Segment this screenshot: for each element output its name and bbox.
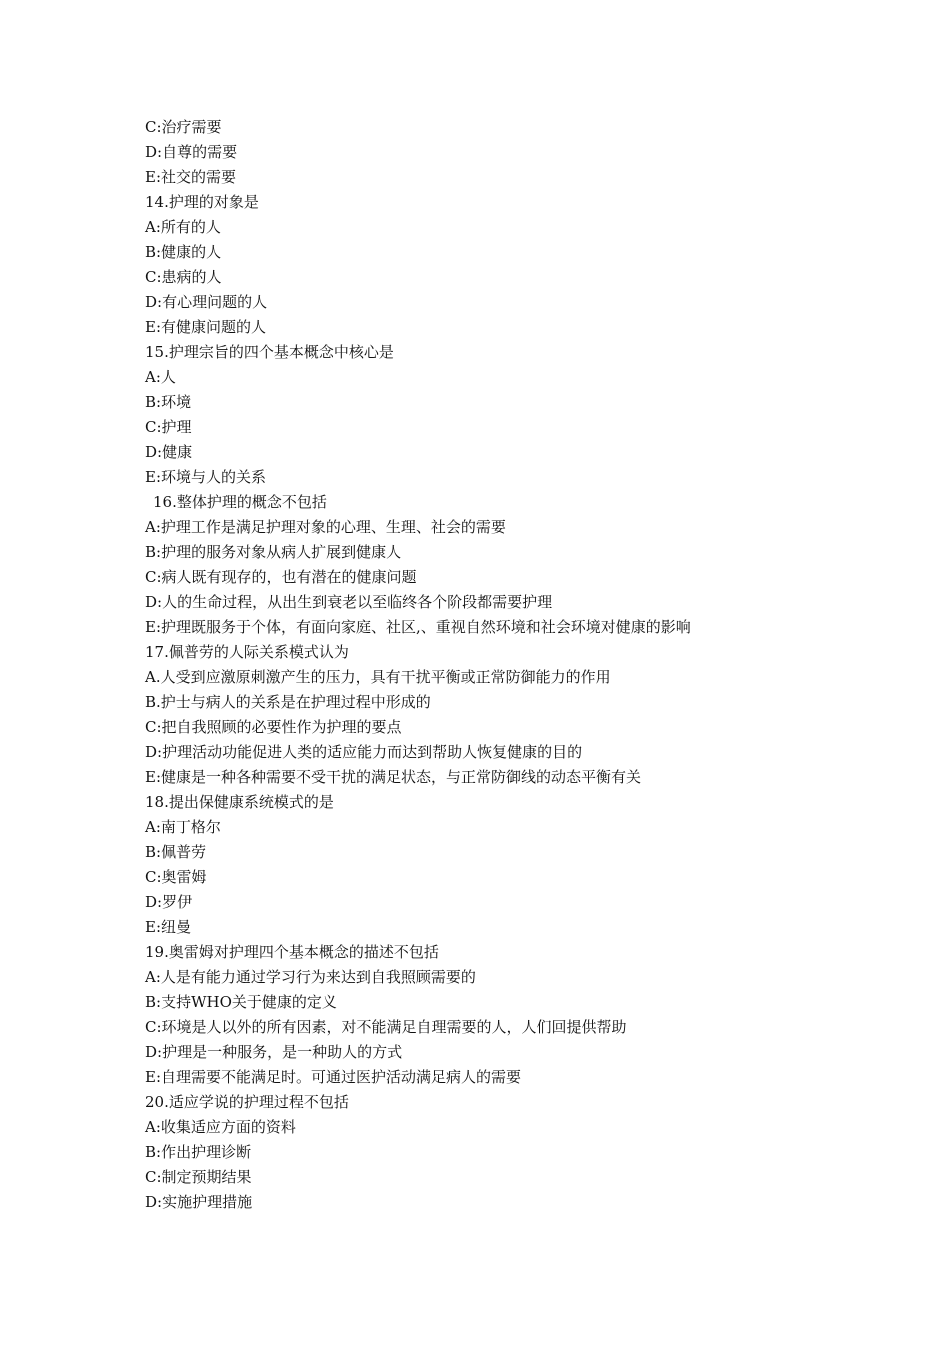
option-line: A:南丁格尔 (145, 818, 221, 836)
option-line: D:自尊的需要 (145, 143, 238, 161)
option-line: A:人是有能力通过学习行为来达到自我照顾需要的 (145, 968, 476, 986)
option-line: E:健康是一种各种需要不受干扰的满足状态，与正常防御线的动态平衡有关 (145, 768, 642, 786)
option-line: B.护士与病人的关系是在护理过程中形成的 (145, 693, 431, 711)
option-line: A:收集适应方面的资料 (145, 1118, 296, 1136)
option-line: A.人受到应激原刺激产生的压力，具有干扰平衡或正常防御能力的作用 (145, 668, 611, 686)
option-line: C:治疗需要 (145, 118, 222, 136)
option-line: B:环境 (145, 393, 192, 411)
option-line: A:护理工作是满足护理对象的心理、生理、社会的需要 (145, 518, 506, 536)
option-line: B:支持WHO关于健康的定义 (145, 993, 337, 1011)
option-line: E:社交的需要 (145, 168, 237, 186)
option-line: D:护理是一种服务，是一种助人的方式 (145, 1043, 403, 1061)
option-line: C:制定预期结果 (145, 1168, 252, 1186)
question-line: 16.整体护理的概念不包括 (153, 493, 327, 511)
option-line: C:环境是人以外的所有因素，对不能满足自理需要的人，人们回提供帮助 (145, 1018, 627, 1036)
question-line: 17.佩普劳的人际关系模式认为 (145, 643, 349, 661)
option-line: E:自理需要不能满足时。可通过医护活动满足病人的需要 (145, 1068, 522, 1086)
option-line: C:奥雷姆 (145, 868, 207, 886)
option-line: B:健康的人 (145, 243, 222, 261)
question-line: 20.适应学说的护理过程不包括 (145, 1093, 349, 1111)
question-line: 18.提出保健康系统模式的是 (145, 793, 334, 811)
option-line: E:纽曼 (145, 918, 192, 936)
option-line: D:护理活动功能促进人类的适应能力而达到帮助人恢复健康的目的 (145, 743, 583, 761)
question-line: 19.奥雷姆对护理四个基本概念的描述不包括 (145, 943, 439, 961)
option-line: C:患病的人 (145, 268, 222, 286)
option-line: B:佩普劳 (145, 843, 207, 861)
option-line: E:护理既服务于个体，有面向家庭、社区,、重视自然环境和社会环境对健康的影响 (145, 618, 691, 636)
option-line: B:作出护理诊断 (145, 1143, 252, 1161)
document-body (145, 115, 925, 1215)
option-line: D:有心理问题的人 (145, 293, 268, 311)
option-line: C:护理 (145, 418, 192, 436)
option-line: A:所有的人 (145, 218, 221, 236)
option-line: D:实施护理措施 (145, 1193, 253, 1211)
option-line: C:把自我照顾的必要性作为护理的要点 (145, 718, 402, 736)
option-line: B:护理的服务对象从病人扩展到健康人 (145, 543, 402, 561)
option-line: E:有健康问题的人 (145, 318, 267, 336)
option-line: A:人 (145, 368, 176, 386)
option-line: D:罗伊 (145, 893, 193, 911)
option-line: E:环境与人的关系 (145, 468, 267, 486)
option-line: D:健康 (145, 443, 193, 461)
option-line: D:人的生命过程，从出生到衰老以至临终各个阶段都需要护理 (145, 593, 553, 611)
option-line: C:病人既有现存的，也有潜在的健康问题 (145, 568, 417, 586)
question-line: 14.护理的对象是 (145, 193, 259, 211)
question-line: 15.护理宗旨的四个基本概念中核心是 (145, 343, 394, 361)
